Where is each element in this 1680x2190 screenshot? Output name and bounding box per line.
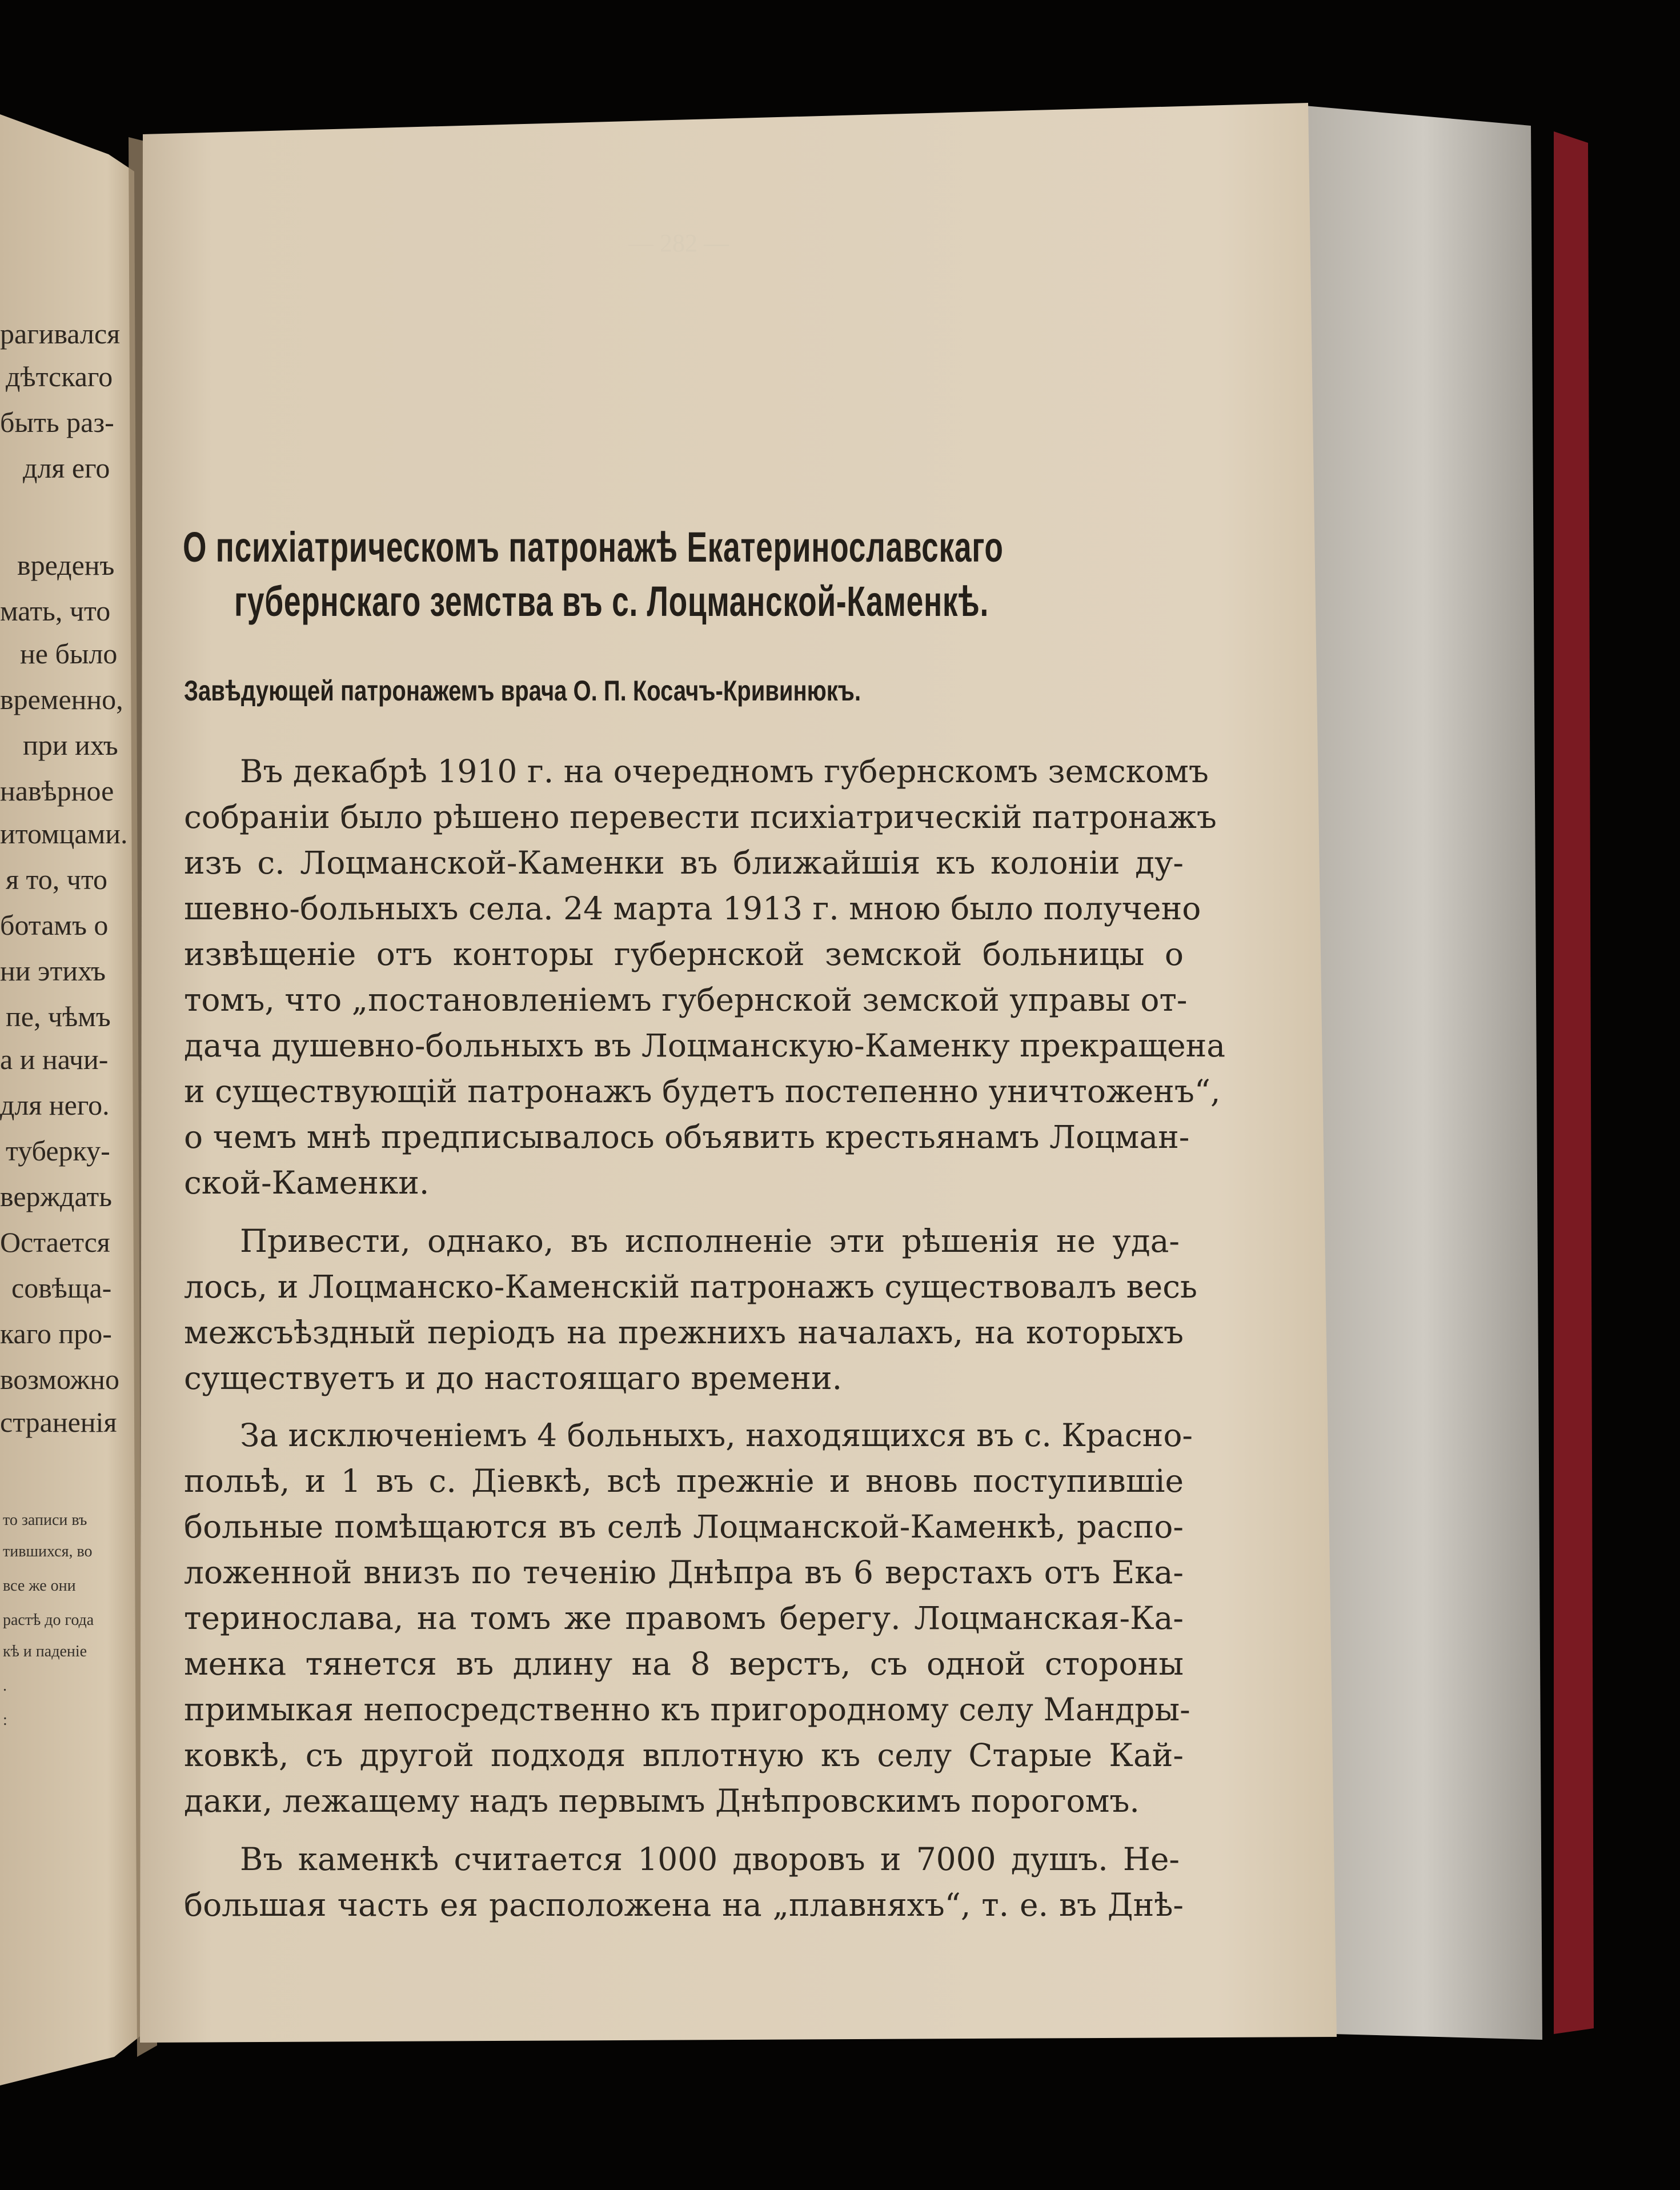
left-page xyxy=(0,114,143,2085)
left-page-footnote: : xyxy=(3,1711,7,1729)
paragraph-3-line: ложенной внизъ по теченію Днѣпра въ 6 верстахъ отъ Ека- xyxy=(184,1554,1184,1591)
paragraph-1-line: собраніи было рѣшено перевести психіатрическій патронажъ xyxy=(184,799,1217,835)
article-title-line-1: О психіатрическомъ патронажѣ Екатеринославскаго xyxy=(183,523,1004,571)
paragraph-3-line: больные помѣщаются въ селѣ Лоцманской-Каменкѣ, распо- xyxy=(184,1508,1184,1545)
paragraph-3-line: За исключеніемъ 4 больныхъ, находящихся въ с. Красно- xyxy=(240,1417,1193,1454)
left-page-fragment: ни этихъ xyxy=(0,955,106,987)
paragraph-2-line: лось, и Лоцманско-Каменскій патронажъ существовалъ весь xyxy=(184,1268,1197,1305)
left-page-footnote: тившихся, во xyxy=(3,1543,93,1560)
left-page-fragment: верждать xyxy=(0,1180,113,1212)
main-page xyxy=(140,103,1337,2043)
article-title-line-2: губернскаго земства въ с. Лоцманской-Каменкѣ. xyxy=(234,578,989,625)
paragraph-1-line: дача душевно-больныхъ въ Лоцманскую-Каменку прекращена xyxy=(184,1027,1226,1064)
paragraph-2-line: межсъѣздный періодъ на прежнихъ началахъ, на которыхъ xyxy=(184,1314,1184,1351)
paragraph-1-line: Въ декабрѣ 1910 г. на очередномъ губернскомъ земскомъ xyxy=(240,753,1209,790)
left-page-footnote: то записи въ xyxy=(3,1511,87,1529)
left-page-fragment: туберку- xyxy=(6,1135,110,1167)
page-stack-edge xyxy=(1305,106,1542,2040)
left-page-fragment: не было xyxy=(20,638,118,670)
paragraph-1-line: извѣщеніе отъ конторы губернской земской больницы о xyxy=(184,936,1184,972)
paragraph-4-line: Въ каменкѣ считается 1000 дворовъ и 7000 душъ. Не- xyxy=(240,1841,1180,1877)
left-page-fragment: пе, чѣмъ xyxy=(6,1000,111,1032)
paragraph-2-line: Привести, однако, въ исполненіе эти рѣшенія не уда- xyxy=(240,1223,1180,1259)
left-page-fragment: быть раз- xyxy=(0,406,114,438)
paragraph-1-line: изъ с. Лоцманской-Каменки въ ближайшія къ колоніи ду- xyxy=(184,844,1184,881)
book-cover-edge xyxy=(1554,131,1594,2034)
paragraph-4-line: большая часть ея расположена на „плавняхъ“, т. е. въ Днѣ- xyxy=(184,1887,1184,1923)
left-page-fragment: рагивался xyxy=(0,318,121,350)
left-page-fragment: для него. xyxy=(0,1089,110,1121)
left-page-fragment: при ихъ xyxy=(23,729,118,761)
left-page-fragment: Остается xyxy=(0,1226,110,1258)
paragraph-1-line: томъ, что „постановленіемъ губернской земской управы от- xyxy=(184,982,1188,1018)
left-page-fragment: дѣтскаго xyxy=(6,361,113,393)
left-page-fragment: навѣрное xyxy=(0,775,114,807)
paragraph-3-line: примыкая непосредственно къ пригородному селу Мандры- xyxy=(184,1691,1190,1728)
left-page-fragment: совѣща- xyxy=(11,1272,112,1304)
left-page-fragment: итомцами. xyxy=(0,818,128,850)
page-number: — 282 — xyxy=(628,229,729,257)
paragraph-2-line: существуетъ и до настоящаго времени. xyxy=(184,1360,843,1396)
left-page-fragment: а и начи- xyxy=(0,1043,109,1075)
left-page-footnote: кѣ и паденіе xyxy=(3,1643,87,1660)
left-page-fragment: временно, xyxy=(0,683,123,715)
left-page-fragment: возможно xyxy=(0,1363,120,1395)
paragraph-3-line: даки, лежащему надъ первымъ Днѣпровскимъ порогомъ. xyxy=(184,1783,1140,1819)
paragraph-3-line: польѣ, и 1 въ с. Діевкѣ, всѣ прежніе и вновь поступившіе xyxy=(184,1463,1184,1499)
left-page-fragment: ботамъ о xyxy=(0,909,109,941)
article-author: Завѣдующей патронажемъ врача О. П. Косачъ-Кривинюкъ. xyxy=(184,675,861,707)
left-page-fragment: каго про- xyxy=(0,1318,112,1350)
left-page-footnote: все же они xyxy=(3,1577,76,1595)
left-page-fragment: для его xyxy=(23,452,110,484)
paragraph-1-line: ской-Каменки. xyxy=(184,1164,430,1201)
paragraph-3-line: теринослава, на томъ же правомъ берегу. Лоцманская-Ка- xyxy=(184,1600,1184,1636)
paragraph-1-line: о чемъ мнѣ предписывалось объявить крестьянамъ Лоцман- xyxy=(184,1119,1190,1155)
paragraph-1-line: шевно-больныхъ села. 24 марта 1913 г. мною было получено xyxy=(184,890,1201,927)
left-page-fragment: вреденъ xyxy=(17,549,115,581)
paragraph-1-line: и существующій патронажъ будетъ постепенно уничтоженъ“, xyxy=(184,1073,1221,1110)
left-page-footnote: растѣ до года xyxy=(3,1611,94,1629)
paragraph-3-line: менка тянется въ длину на 8 верстъ, съ одной стороны xyxy=(184,1645,1184,1682)
left-page-fragment: мать, что xyxy=(0,595,111,627)
left-page-footnote: . xyxy=(3,1677,7,1695)
paragraph-3-line: ковкѣ, съ другой подходя вплотную къ селу Старые Кай- xyxy=(184,1737,1184,1773)
left-page-fragment: я то, что xyxy=(6,863,108,895)
left-page-fragment: страненія xyxy=(0,1406,117,1438)
